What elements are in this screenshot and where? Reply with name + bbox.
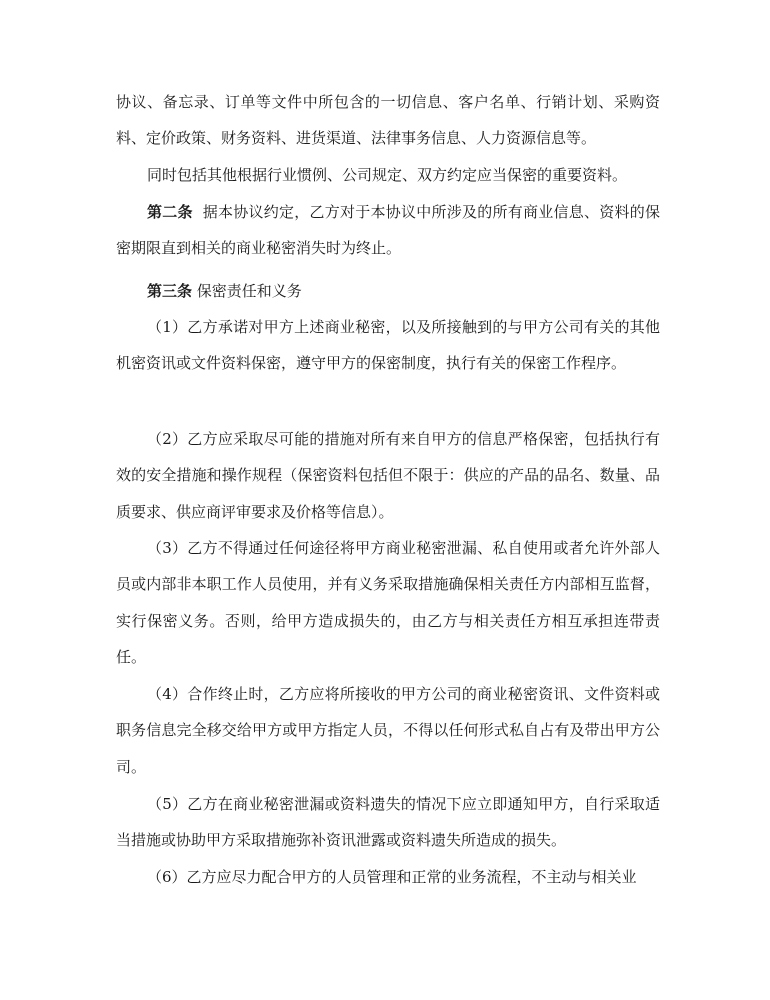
clause-5-paragraph: （5）乙方在商业秘密泄漏或资料遗失的情况下应立即通知甲方，自行采取适当措施或协助甲方采取措施弥补资讯泄露或资料遗失所造成的损失。 bbox=[116, 795, 660, 850]
paragraph-info-scope: 协议、备忘录、订单等文件中所包含的一切信息、客户名单、行销计划、采购资料、定价政策、财务资料、进货渠道、法律事务信息、人力资源信息等。 bbox=[116, 93, 660, 148]
paragraph-other-materials: 同时包括其他根据行业惯例、公司规定、双方约定应当保密的重要资料。 bbox=[147, 166, 628, 184]
article-3-text: 保密责任和义务 bbox=[196, 282, 302, 300]
article-3-paragraph bbox=[116, 273, 660, 309]
clause-2-paragraph: （2）乙方应采取尽可能的措施对所有来自甲方的信息严格保密，包括执行有效的安全措施和操作规程（保密资料包括但不限于：供应的产品的品名、数量、品质要求、供应商评审要求及价格等信息）。 bbox=[116, 430, 660, 521]
clause-4-paragraph: （4）合作终止时，乙方应将所接收的甲方公司的商业秘密资讯、文件资料或职务信息完全移交给甲方或甲方指定人员，不得以任何形式私自占有及带出甲方公司。 bbox=[116, 685, 660, 776]
article-3-heading: 第三条 bbox=[147, 282, 193, 300]
article-2-paragraph bbox=[116, 194, 660, 267]
article-2-heading: 第二条 bbox=[147, 203, 193, 221]
clause-1-paragraph: （1）乙方承诺对甲方上述商业秘密，以及所接触到的与甲方公司有关的其他机密资讯或文件资料保密，遵守甲方的保密制度，执行有关的保密工作程序。 bbox=[116, 318, 660, 373]
clause-6-paragraph: （6）乙方应尽力配合甲方的人员管理和正常的业务流程，不主动与相关业 bbox=[147, 868, 637, 886]
article-2-text: 据本协议约定，乙方对于本协议中所涉及的所有商业信息、资料的保密期限直到相关的商业秘密消失时为终止。 bbox=[116, 203, 660, 258]
clause-3-paragraph: （3）乙方不得通过任何途径将甲方商业秘密泄漏、私自使用或者允许外部人员或内部非本职工作人员使用，并有义务采取措施确保相关责任方内部相互监督，实行保密义务。否则，给甲方造成损失的，由乙方与相关责任方相互承担连带责任。 bbox=[116, 539, 660, 666]
